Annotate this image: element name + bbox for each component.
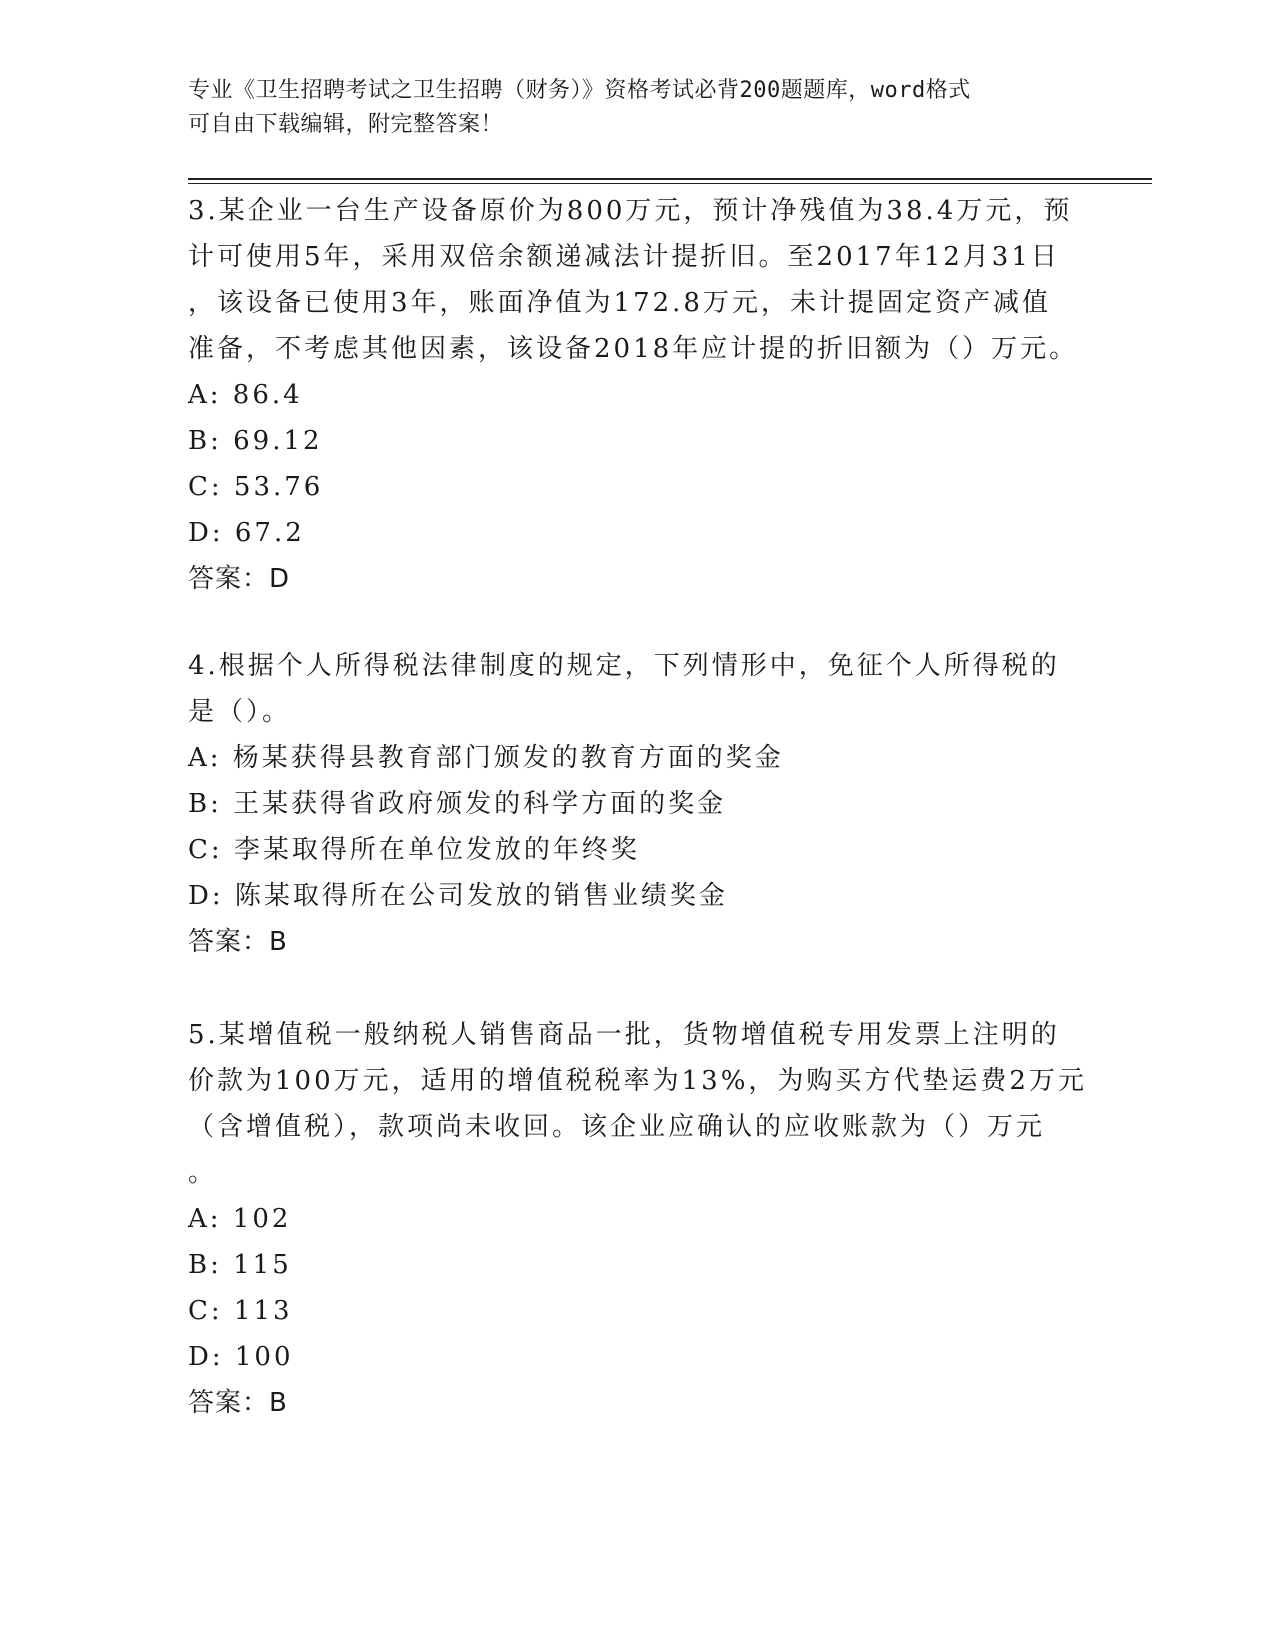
- question-text-line: 4.根据个人所得税法律制度的规定，下列情形中，免征个人所得税的: [188, 651, 1060, 681]
- document-header: [188, 74, 1068, 142]
- header-divider-thick: [188, 178, 1152, 180]
- question-text-line: 是（）。: [188, 697, 292, 727]
- question-5: [188, 1012, 1088, 1426]
- header-line-1: 专业《卫生招聘考试之卫生招聘（财务）》资格考试必背200题题库，word格式: [188, 78, 971, 103]
- question-text-line: ，该设备已使用3年，账面净值为172.8万元，未计提固定资产减值: [188, 288, 1051, 318]
- option-d: D: 67.2: [188, 518, 305, 548]
- answer-label: 答案：B: [188, 1388, 288, 1418]
- question-text-line: 3.某企业一台生产设备原价为800万元，预计净残值为38.4万元，预: [188, 196, 1073, 226]
- option-b: B: 115: [188, 1250, 292, 1280]
- question-text-line: 计可使用5年，采用双倍余额递减法计提折旧。至2017年12月31日: [188, 242, 1060, 272]
- answer-label: 答案：D: [188, 564, 291, 594]
- question-text-line: （含增值税），款项尚未收回。该企业应确认的应收账款为（）万元: [188, 1112, 1046, 1142]
- answer-label: 答案：B: [188, 927, 288, 957]
- header-line-2: 可自由下载编辑，附完整答案！: [188, 112, 504, 137]
- option-a: A: 86.4: [188, 380, 303, 410]
- question-text-line: 5.某增值税一般纳税人销售商品一批，货物增值税专用发票上注明的: [188, 1020, 1060, 1050]
- option-d: D: 陈某取得所在公司发放的销售业绩奖金: [188, 881, 728, 911]
- option-c: C: 李某取得所在单位发放的年终奖: [188, 835, 640, 865]
- question-4: [188, 643, 1088, 965]
- option-c: C: 53.76: [188, 472, 324, 502]
- option-a: A: 102: [188, 1204, 292, 1234]
- option-b: B: 69.12: [188, 426, 323, 456]
- question-text-line: 价款为100万元，适用的增值税税率为13%，为购买方代垫运费2万元: [188, 1066, 1087, 1096]
- question-text-line: 。: [188, 1158, 218, 1188]
- header-divider-thin: [188, 183, 1152, 184]
- question-3: [188, 188, 1088, 602]
- option-d: D: 100: [188, 1342, 294, 1372]
- option-b: B: 王某获得省政府颁发的科学方面的奖金: [188, 789, 727, 819]
- question-text-line: 准备，不考虑其他因素，该设备2018年应计提的折旧额为（）万元。: [188, 334, 1079, 364]
- option-a: A: 杨某获得县教育部门颁发的教育方面的奖金: [188, 743, 784, 773]
- option-c: C: 113: [188, 1296, 293, 1326]
